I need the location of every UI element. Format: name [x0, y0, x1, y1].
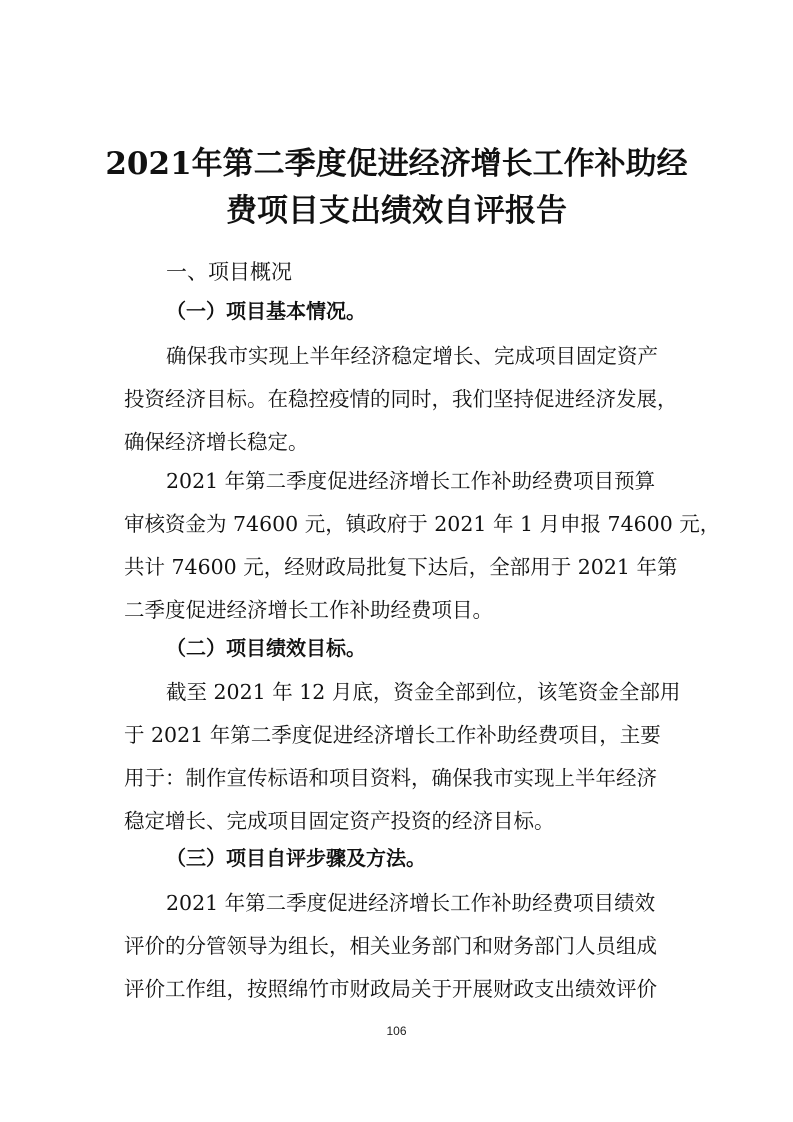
text-line: 用于：制作宣传标语和项目资料，确保我市实现上半年经济: [124, 766, 657, 790]
text-line: 2021 年第二季度促进经济增长工作补助经费项目预算: [166, 469, 656, 493]
text-line: 确保我市实现上半年经济稳定增长、完成项目固定资产: [166, 344, 658, 368]
document-title: [100, 141, 693, 235]
subsection-heading-performance-goals: （二）项目绩效目标。: [166, 636, 366, 660]
text-line: 2021 年第二季度促进经济增长工作补助经费项目绩效: [166, 891, 656, 915]
subsection-heading-evaluation-method: （三）项目自评步骤及方法。: [166, 846, 426, 870]
text-line: 共计 74600 元，经财政局批复下达后，全部用于 2021 年第: [124, 555, 678, 579]
text-line: 确保经济增长稳定。: [124, 430, 309, 454]
text-line: 评价的分管领导为组长，相关业务部门和财务部门人员组成: [124, 934, 657, 958]
text-line: 稳定增长、完成项目固定资产投资的经济目标。: [124, 809, 555, 833]
title-line-1: 2021年第二季度促进经济增长工作补助经: [105, 146, 688, 182]
text-line: 审核资金为 74600 元，镇政府于 2021 年 1 月申报 74600 元，: [124, 512, 721, 536]
text-line: 二季度促进经济增长工作补助经费项目。: [124, 598, 493, 622]
title-line-2: 费项目支出绩效自评报告: [226, 193, 567, 229]
section-heading-project-overview: 一、项目概况: [166, 260, 292, 284]
text-line: 于 2021 年第二季度促进经济增长工作补助经费项目，主要: [124, 723, 661, 747]
text-line: 评价工作组，按照绵竹市财政局关于开展财政支出绩效评价: [124, 977, 657, 1001]
text-line: 投资经济目标。在稳控疫情的同时，我们坚持促进经济发展，: [124, 387, 678, 411]
text-line: 截至 2021 年 12 月底，资金全部到位，该笔资金全部用: [166, 680, 681, 704]
page-number: 106: [386, 1024, 407, 1038]
subsection-heading-basic-info: （一）项目基本情况。: [166, 299, 366, 323]
